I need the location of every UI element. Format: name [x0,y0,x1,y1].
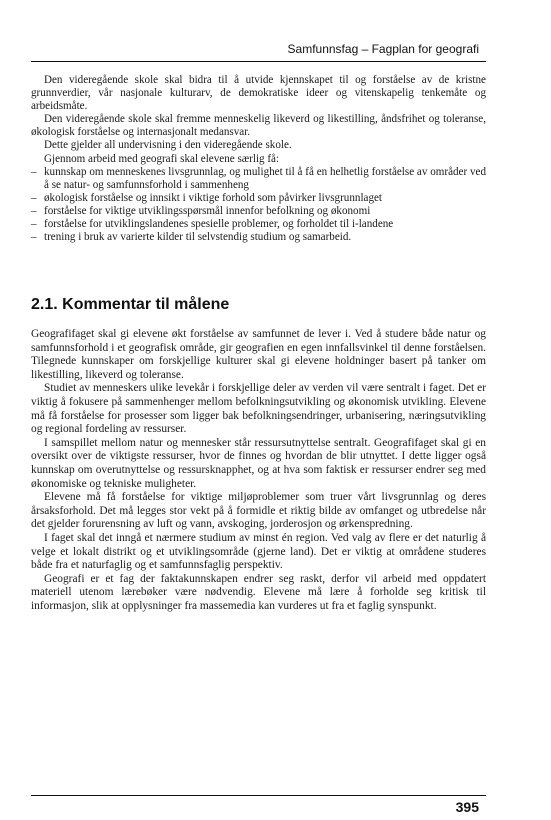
section-paragraph: I samspillet mellom natur og mennesker står ressursutnyttelse sentralt. Geografifaget skal gi en oversikt over de viktigste ressurser, hvor de finnes og hvordan de blir utnyttet. I dette ligger også kunnskap om overutnyttelse og ressursknapphet, og at hva som faktisk er ressurser endrer seg med økonomiske og tekniske muligheter. [31,436,486,490]
dash-bullet: – [31,204,37,217]
header-rule [31,61,486,62]
intro-paragraph: Gjennom arbeid med geografi skal elevene særlig få: [44,152,280,165]
section-heading: 2.1. Kommentar til målene [31,296,230,313]
goal-text: forståelse for viktige utviklingsspørsmål innenfor befolkning og økonomi [44,204,371,217]
goal-text: forståelse for utviklingslandenes spesielle problemer, og forholdet til i-landene [44,218,394,231]
goal-item [31,166,486,192]
intro-paragraph: Den videregående skole skal fremme menneskelig likeverd og likestilling, åndsfrihet og toleranse, økologisk forståelse og internasjonalt medansvar. [31,113,486,139]
section-paragraph: Studiet av menneskers ulike levekår i forskjellige deler av verden vil være sentralt i faget. Det er viktig å fokusere på sammenhenger mellom befolkningsutvikling og økonomisk utvikling. Elevene må få forståelse for prosesser som ligger bak befolkningsendringer, urbanisering, næringsutvikling og regional fordeling av ressurser. [31,382,486,436]
section-paragraph: Elevene må få forståelse for viktige miljøproblemer som truer vårt livsgrunnlag og deres årsaksforhold. Det må legges stor vekt på å formidle et riktig bilde av omfanget og utbredelse når det gjelder forurensning av luft og vann, avskoging, jorderosjon og ørkenspredning. [31,491,486,531]
section-text [31,328,486,613]
goal-text: kunnskap om menneskenes livsgrunnlag, og mulighet til å få en helhetlig forståelse av områder ved å se natur- og samfunnsforhold i sammenheng [44,165,486,191]
page-number: 395 [455,799,479,815]
intro-text [31,74,486,244]
section-paragraph: I faget skal det inngå et nærmere studium av minst én region. Ved valg av flere er det naturlig å velge et lokalt distrikt og et utviklingsområde (gjerne land). Det er viktig at områdene studeres både fra et naturfaglig og et samfunnsfaglig perspektiv. [31,531,486,572]
goals-list [31,166,486,245]
dash-bullet: – [31,191,37,204]
section-paragraph: Geografi er et fag der faktakunnskapen endrer seg raskt, derfor vil arbeid med oppdatert materiell utenom lærebøker være nødvendig. Elevene må lære å forholde seg kritisk til informasjon, slik at opplysninger fra massemedia kan vurderes ut fra et faglig synspunkt. [31,572,486,612]
dash-bullet: – [31,218,37,231]
goal-item [31,205,486,218]
intro-paragraph: Den videregående skole skal bidra til å utvide kjennskapet til og forståelse av de kristne grunnverdier, vår nasjonale kulturarv, de demokratiske ideer og vitenskapelig tenkemåte og arbeidsmåte. [31,74,486,113]
goal-item [31,218,486,231]
goal-text: økologisk forståelse og innsikt i viktige forhold som påvirker livsgrunnlaget [44,191,383,204]
dash-bullet: – [31,231,37,244]
goal-item [31,231,486,244]
footer-rule [31,795,486,796]
goal-text: trening i bruk av varierte kilder til selvstendig studium og samarbeid. [44,231,352,244]
goal-item [31,192,486,205]
dash-bullet: – [31,165,37,178]
intro-paragraph: Dette gjelder all undervisning i den videregående skole. [44,139,292,152]
running-head: Samfunnsfag – Fagplan for geografi [287,42,479,56]
section-paragraph: Geografifaget skal gi elevene økt forståelse av samfunnet de lever i. Ved å studere både natur og samfunnsforhold i et geografisk område, gir geografien en egen innfallsvinkel til denne forståelsen. Tilegnede kunnskaper om forskjellige kulturer skal gi elevene holdninger basert på tanker om likestilling, likeverd og toleranse. [31,328,486,381]
